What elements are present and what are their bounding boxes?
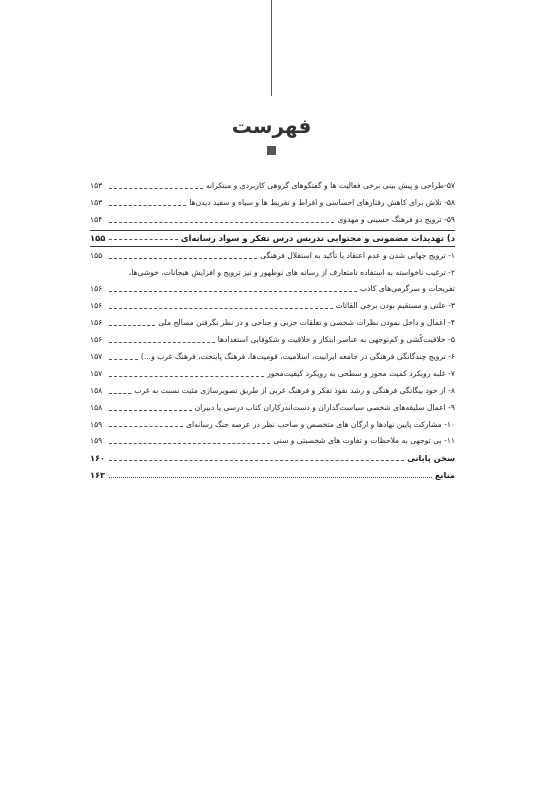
title-square-ornament [267,146,276,155]
toc-leader [109,358,138,360]
toc-leader [109,459,404,461]
toc-leader [109,324,155,326]
toc-entry-title: ۱۱- بی توجهی به ملاحظات و تفاوت های شخصیتی و سنی [273,436,455,446]
table-of-contents [90,178,455,484]
toc-page-number: ۱۵۹ [90,419,103,429]
toc-entry[interactable] [90,248,455,265]
toc-leader [109,238,178,240]
toc-page-number: ۱۵۳ [90,197,103,207]
toc-page-number: ۱۶۳ [90,470,105,481]
toc-leader [109,409,192,411]
toc-entry-title: د) تهدیدات مضمونی و محتوایی تدریس درس تفکر و سواد رسانه‌ای [180,232,455,243]
toc-leader [109,257,257,259]
toc-leader [109,476,432,478]
toc-entry-title: ۵- خلاقیت‌کُشی و کم‌توجهی به عناصر ابتکار و خلاقیت و شکوفایی استعدادها [217,335,455,345]
toc-leader [109,221,334,223]
toc-leader [109,442,270,444]
toc-entry[interactable] [90,400,455,417]
top-vertical-rule [271,0,272,96]
toc-page-number: ۱۶۰ [90,453,105,464]
toc-entry[interactable] [90,212,455,229]
toc-entry[interactable] [90,332,455,349]
toc-page-number: ۱۵۵ [90,250,103,260]
toc-leader [109,204,186,206]
toc-page-number: ۱۵۶ [90,301,103,311]
toc-entry-title: ۹- اعمال سلیقه‌های شخصی سیاست‌گذاران و دست‌اندرکاران کتاب درسی یا دبیران [194,402,455,412]
toc-page-number: ۱۵۳ [90,180,103,190]
toc-entry-title: ۵۹- ترویج دو فرهنگ حسینی و مهدوی [337,214,455,224]
toc-page-number: ۱۵۷ [90,352,103,361]
toc-page-number: ۱۵۶ [90,318,103,328]
toc-page-number: ۱۵۶ [90,284,103,294]
page-title: فهرست [231,114,312,138]
toc-entry-title: ۵۸- تلاش برای کاهش رفتارهای احساسی و افراط و تفریط ها و سیاه و سفید دیدن‌ها [189,197,455,207]
toc-entry-title: سخن پایانی [407,453,455,464]
toc-entry[interactable] [90,450,455,467]
toc-entry[interactable] [90,230,455,247]
toc-page-number: ۱۵۴ [90,214,103,224]
toc-leader [109,425,183,427]
toc-entry[interactable] [90,281,455,298]
toc-entry-title: ۵۷-طراحی و پیش بینی برخی فعالیت ها و گفتگوهای گروهی کاربردی و مبتکرانه [205,180,455,190]
toc-entry-title: ۱۰- مشارکت پایین نهادها و ارگان های متخصص و صاحب نظر در عرصه جنگ رسانه‌ای [186,419,455,429]
toc-leader [109,187,203,189]
toc-leader [109,290,357,292]
toc-entry-title: ۸- از خود بیگانگی فرهنگی و رشد نفوذ تفکر و فرهنگ غربی از طریق تصویرسازی مثبت نسبت به غرب [134,385,455,395]
toc-entry-title: ۲- ترغیب ناخواسته به استفاده نامتعارف از رسانه های نوظهور و نیز ترویج و افزایش هیجانات، خوشی‌ها، [128,267,455,277]
toc-entry[interactable] [90,315,455,332]
toc-page-number: ۱۵۹ [90,436,103,446]
toc-entry[interactable] [90,366,455,383]
toc-page-number: ۱۵۵ [90,232,106,243]
toc-leader [109,392,131,394]
toc-entry[interactable] [90,349,455,366]
toc-entry-title: منابع [434,470,455,481]
toc-page-number: ۱۵۶ [90,335,103,345]
toc-entry-title: ۳- علنی و مستقیم بودن برخی القائات [335,301,455,311]
toc-entry-title: ۶- ترویج چندگانگی فرهنگی در جامعه ایرانیت، اسلامیت، قومیت‌ها، فرهنگ پایتخت، فرهنگ غرب و...) [140,352,455,361]
toc-leader [109,375,264,377]
toc-entry[interactable] [90,433,455,450]
toc-page-number: ۱۵۸ [90,385,103,395]
toc-entry[interactable] [90,383,455,400]
toc-leader [109,341,215,343]
toc-entry[interactable] [90,195,455,212]
toc-entry-title: ۱- ترویج جهانی شدن و عدم اعتقاد یا تأکید به استقلال فرهنگی [260,250,455,260]
toc-entry[interactable] [90,298,455,315]
toc-entry[interactable] [90,265,455,282]
toc-page-number: ۱۵۷ [90,368,103,378]
toc-entry-title: ۴- اعمال و داخل نمودن نظرات شخصی و تعلقات حزبی و جناحی و در نظر نگرفتن مصالح ملی [158,318,455,328]
toc-leader [109,307,333,309]
toc-entry-title: تفریحات و سرگرمی‌های کاذب [359,284,455,294]
toc-entry[interactable] [90,178,455,195]
toc-entry[interactable] [90,467,455,484]
toc-page-number: ۱۵۸ [90,402,103,412]
toc-entry[interactable] [90,417,455,434]
toc-entry-title: ۷- غلبه رویکرد کمیت محور و سطحی به رویکرد کیفیت‌محور [267,368,455,378]
